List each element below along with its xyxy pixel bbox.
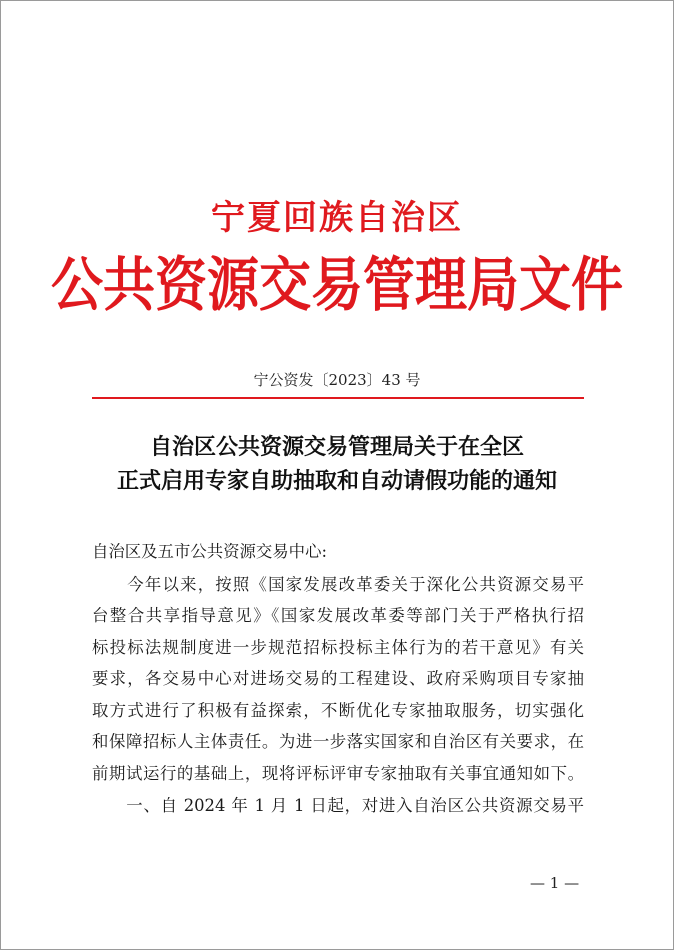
body-line: 台整合共享指导意见》《国家发展改革委等部门关于严格执行招 — [92, 606, 584, 625]
page-number: — 1 — — [530, 874, 580, 892]
document-header-title: 公共资源交易管理局文件 — [50, 251, 623, 320]
body-line: 要求，各交易中心对进场交易的工程建设、政府采购项目专家抽 — [92, 669, 584, 688]
body-line: 标投标法规制度进一步规范招标投标主体行为的若干意见》有关 — [92, 638, 584, 657]
body-line: 今年以来，按照《国家发展改革委关于深化公共资源交易平 — [92, 575, 584, 594]
body-line: 取方式进行了积极有益探索，不断优化专家抽取服务，切实强化 — [92, 701, 584, 720]
body-line: 前期试运行的基础上，现将评标评审专家抽取有关事宜通知如下。 — [92, 764, 584, 783]
issuer-name: 宁夏回族自治区 — [211, 198, 463, 238]
body-line: 一、自 2024 年 1 月 1 日起，对进入自治区公共资源交易平 — [92, 796, 584, 815]
red-divider-line — [92, 397, 584, 399]
notice-title-line-1: 自治区公共资源交易管理局关于在全区 — [149, 434, 524, 460]
salutation: 自治区及五市公共资源交易中心: — [92, 542, 327, 561]
document-number: 宁公资发〔2023〕43 号 — [253, 371, 421, 389]
notice-title-line-2: 正式启用专家自助抽取和自动请假功能的通知 — [116, 468, 557, 494]
body-line: 和保障招标人主体责任。为进一步落实国家和自治区有关要求，在 — [92, 732, 584, 751]
